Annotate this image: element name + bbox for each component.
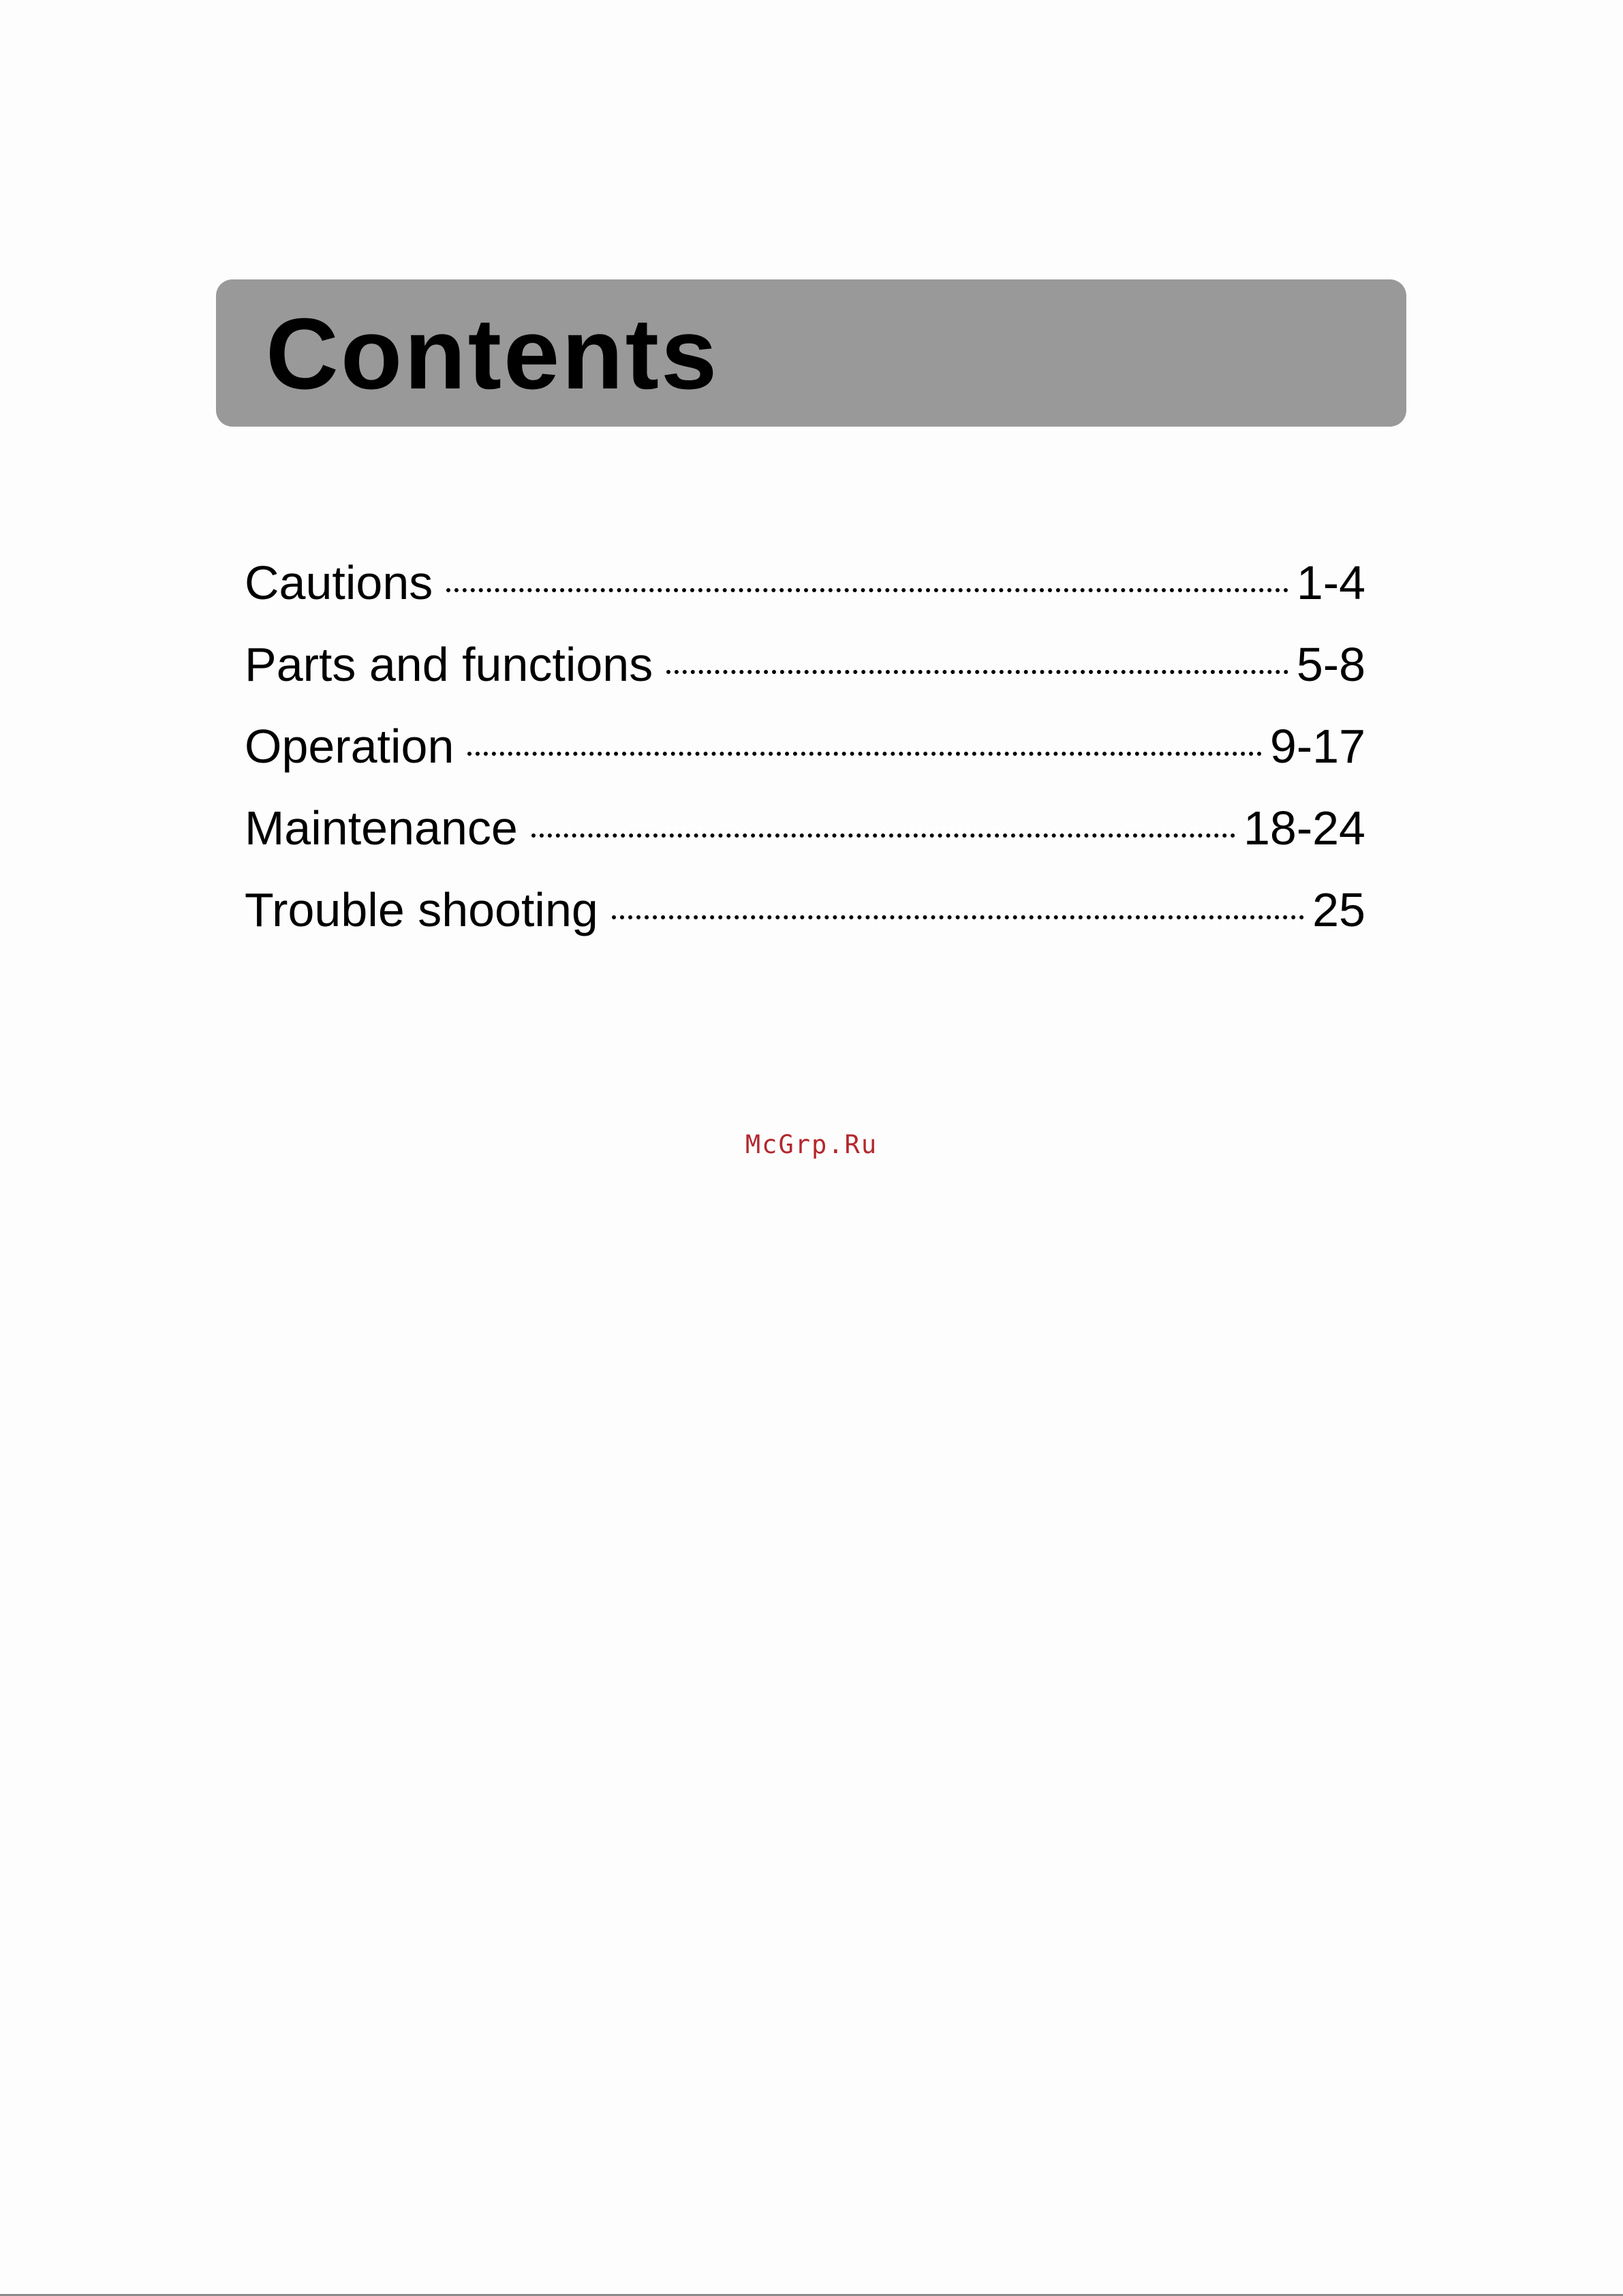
toc-dot-leader — [612, 915, 1304, 919]
toc-entry-pages: 5-8 — [1296, 638, 1365, 691]
toc-entry-label: Cautions — [245, 556, 433, 609]
toc-entry-pages: 9-17 — [1269, 720, 1365, 773]
toc-entry-label: Operation — [245, 720, 454, 773]
toc-dot-leader — [666, 670, 1288, 674]
toc-entry-cautions[interactable] — [245, 542, 1365, 624]
toc-entry-label: Maintenance — [245, 801, 518, 855]
toc-dot-leader — [531, 833, 1235, 838]
page-title: Contents — [266, 298, 720, 410]
toc-entry-maintenance[interactable] — [245, 787, 1365, 869]
toc-entry-label: Trouble shooting — [245, 883, 598, 936]
table-of-contents — [245, 542, 1365, 951]
toc-dot-leader — [446, 588, 1288, 592]
toc-entry-pages: 18-24 — [1243, 801, 1365, 855]
toc-entry-parts-and-functions[interactable] — [245, 624, 1365, 705]
toc-entry-pages: 25 — [1312, 883, 1365, 936]
contents-title-bar — [216, 279, 1406, 427]
toc-entry-operation[interactable] — [245, 705, 1365, 787]
toc-entry-trouble-shooting[interactable] — [245, 869, 1365, 951]
toc-dot-leader — [467, 752, 1261, 756]
toc-entry-label: Parts and functions — [245, 638, 653, 691]
toc-entry-pages: 1-4 — [1296, 556, 1365, 609]
watermark-link[interactable]: McGrp.Ru — [745, 1130, 878, 1159]
